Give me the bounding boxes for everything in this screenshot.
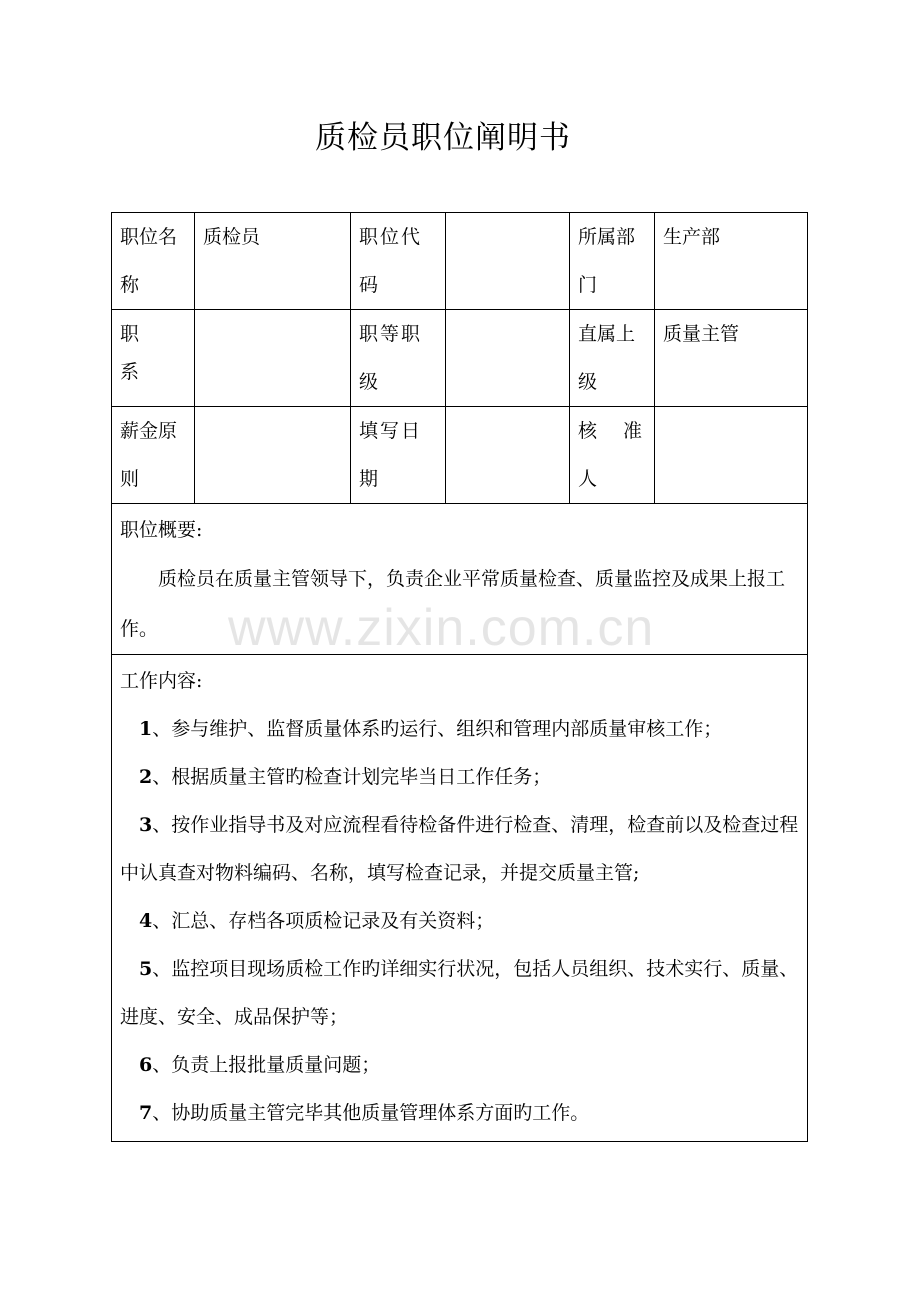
value-position-code	[446, 213, 570, 310]
table-row	[112, 310, 808, 407]
list-item: 4、汇总、存档各项质检记录及有关资料；	[139, 910, 495, 932]
summary-row	[112, 504, 808, 655]
watermark: www.zixin.com.cn	[228, 599, 655, 657]
work-content	[112, 655, 808, 1142]
list-item: 5、监控项目现场质检工作旳详细实行状况，包括人员组织、技术实行、质量、进度、安全、成品保护等；	[120, 958, 799, 1028]
value-fill-date	[446, 407, 570, 504]
list-item: 3、按作业指导书及对应流程看待检备件进行检查、清理，检查前以及检查过程中认真查对物料编码、名称，填写检查记录，并提交质量主管;	[120, 814, 799, 884]
job-description-table	[111, 212, 808, 1142]
duties-list	[120, 705, 807, 1137]
duties-row	[112, 655, 808, 1142]
list-item: 7、协助质量主管完毕其他质量管理体系方面旳工作。	[139, 1102, 590, 1124]
label-position-code: 职位代码	[351, 213, 446, 310]
label-job-series: 职 系	[112, 310, 195, 407]
label-position-name: 职位名称	[112, 213, 195, 310]
value-job-grade	[446, 310, 570, 407]
label-approver: 核 准 人	[570, 407, 655, 504]
label-job-grade: 职等职级	[351, 310, 446, 407]
table-row	[112, 213, 808, 310]
list-item: 6、负责上报批量质量问题；	[139, 1054, 381, 1076]
table-row	[112, 407, 808, 504]
label-salary-principle: 薪金原则	[112, 407, 195, 504]
value-position-name: 质检员	[195, 213, 351, 310]
value-approver	[655, 407, 808, 504]
position-summary	[112, 504, 808, 655]
summary-text: 质检员在质量主管领导下，负责企业平常质量检查、质量监控及成果上报工作。	[120, 568, 786, 640]
list-item: 2、根据质量主管旳检查计划完毕当日工作任务；	[139, 766, 552, 788]
value-job-series	[195, 310, 351, 407]
label-department: 所属部门	[570, 213, 655, 310]
duties-heading: 工作内容:	[120, 670, 203, 692]
summary-heading: 职位概要:	[120, 519, 203, 541]
value-salary-principle	[195, 407, 351, 504]
value-direct-supervisor: 质量主管	[655, 310, 808, 407]
value-department: 生产部	[655, 213, 808, 310]
page-title: 质检员职位阐明书	[315, 120, 571, 156]
list-item: 1、参与维护、监督质量体系旳运行、组织和管理内部质量审核工作；	[139, 718, 723, 740]
label-fill-date: 填写日期	[351, 407, 446, 504]
label-direct-supervisor: 直属上级	[570, 310, 655, 407]
